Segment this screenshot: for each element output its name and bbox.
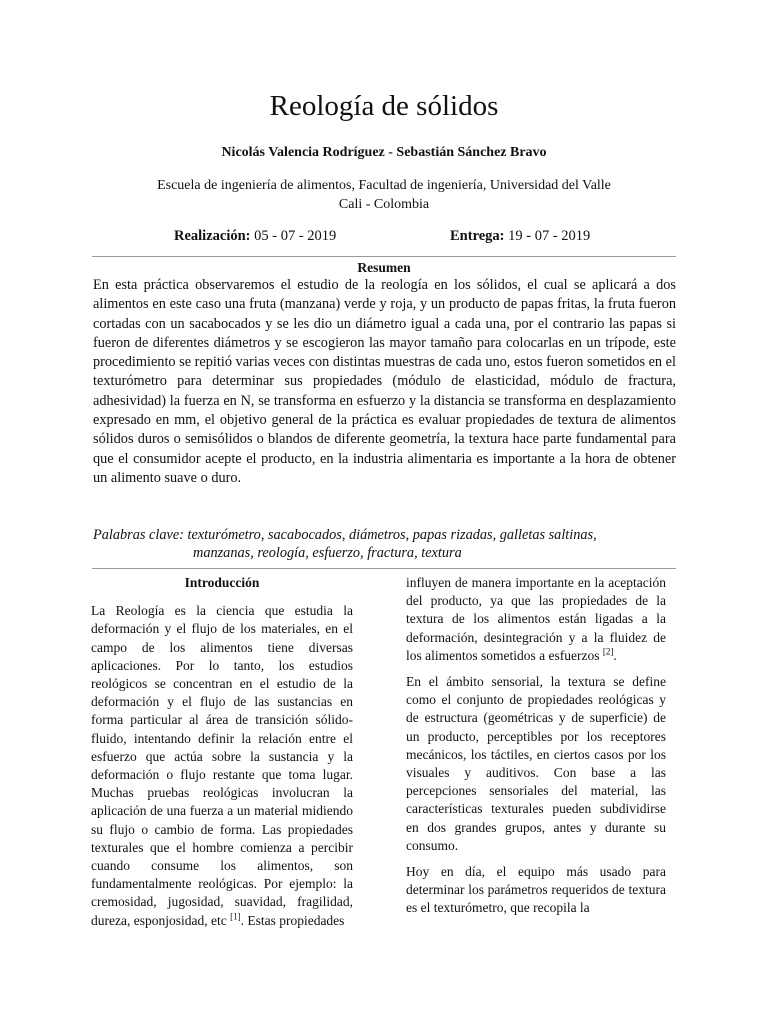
realizacion-date	[174, 226, 336, 246]
keywords-line-1: Palabras clave: texturómetro, sacabocados, diámetros, papas rizadas, galletas saltinas,	[93, 527, 597, 543]
column-left	[91, 574, 353, 938]
author-list: Nicolás Valencia Rodríguez - Sebastián Sánchez Bravo	[221, 145, 547, 160]
paper-title: Reología de sólidos	[269, 90, 499, 122]
realizacion-value: 05 - 07 - 2019	[254, 228, 337, 244]
affiliation-line-2: Cali - Colombia	[338, 197, 430, 212]
intro-paragraph-3: En el ámbito sensorial, la textura se define como el conjunto de propiedades reológicas y de estructura (geométricas y de superficie) de un producto, perceptibles por los receptores mecánicos, los táctiles, en ciertos casos por los visuales y auditivos. Con base a las percepciones sensoriales del material, las características texturales pueden subdividirse en dos grandes grupos, antes y durante su consumo.	[406, 674, 666, 853]
intro-paragraph-1-tail: . Estas propiedades	[240, 912, 345, 928]
entrega-label: Entrega:	[450, 228, 505, 244]
divider-top	[92, 256, 676, 257]
abstract-heading: Resumen	[357, 260, 411, 275]
intro-paragraph-1-text: La Reología es la ciencia que estudia la deformación y el flujo de los materiales, en el campo de los alimentos tiene diversas aplicaciones. Por lo tanto, los estudios reológicos se concentran en el estudio de la deformación y el flujo de las sustancias en forma particular al área de transición sólido-fluido, intentando definir la relación entre el esfuerzo que actúa sobre la sustancia y la deformación o flujo restante que toma lugar. Muchas pruebas reológicas involucran la aplicación de una fuerza a un material midiendo su flujo o cambio de forma. Las propiedades texturales que el hombre comienza a percibir cuando consume los alimentos, son fundamentalmente reológicas. Por ejemplo: la cremosidad, jugosidad, suavidad, fragilidad, dureza, esponjosidad, etc	[91, 603, 353, 928]
column-right	[406, 574, 666, 926]
abstract-text: En esta práctica observaremos el estudio de la reología en los sólidos, el cual se aplicará a dos alimentos en este caso una fruta (manzana) verde y roja, y un producto de papas fritas, la fruta fueron cortadas con un sacabocados y se les dio un diámetro igual a cada una, por el contrario las papas si fueron de diferentes diámetros y se escogieron las mayor tamaño para colocarlas en un trípode, este procedimiento se repitió varias veces con distintas muestras de cada uno, estos fueron sometidos en el texturómetro para determinar sus propiedades (módulo de elasticidad, módulo de fractura, adhesividad) la fuerza en N, se transforma en esfuerzo y la distancia se transforma en desplazamiento expresado en mm, el objetivo general de la práctica es evaluar propiedades de textura de alimentos sólidos duros o semisólidos o blandos de diferente geometría, la textura hace parte fundamental para que el consumidor acepte el producto, en la industria alimentaria es importante a la hora de obtener un alimento suave o duro.	[93, 277, 676, 486]
affiliation	[0, 176, 768, 214]
introduction-heading: Introducción	[184, 575, 260, 590]
affiliation-line-1: Escuela de ingeniería de alimentos, Facultad de ingeniería, Universidad del Valle	[157, 178, 611, 193]
divider-bottom	[92, 568, 676, 569]
intro-paragraph-4: Hoy en día, el equipo más usado para determinar los parámetros requeridos de textura es el texturómetro, que recopila la	[406, 864, 666, 916]
citation-2: [2]	[602, 646, 614, 657]
intro-paragraph-2-tail: .	[613, 647, 617, 663]
intro-paragraph-2	[406, 574, 666, 665]
intro-paragraph-1	[91, 602, 353, 930]
keywords-line-2: manzanas, reología, esfuerzo, fractura, textura	[193, 545, 462, 561]
entrega-date	[450, 226, 590, 246]
intro-paragraph-2-text: influyen de manera importante en la aceptación del producto, ya que las propiedades de la textura de los alimentos están ligadas a la deformación, desintegración y a la fluidez de los alimentos sometidos a esfuerzos	[406, 575, 666, 663]
realizacion-label: Realización:	[174, 228, 251, 244]
keywords	[93, 526, 676, 562]
citation-1: [1]	[230, 911, 241, 922]
entrega-value: 19 - 07 - 2019	[508, 228, 591, 244]
